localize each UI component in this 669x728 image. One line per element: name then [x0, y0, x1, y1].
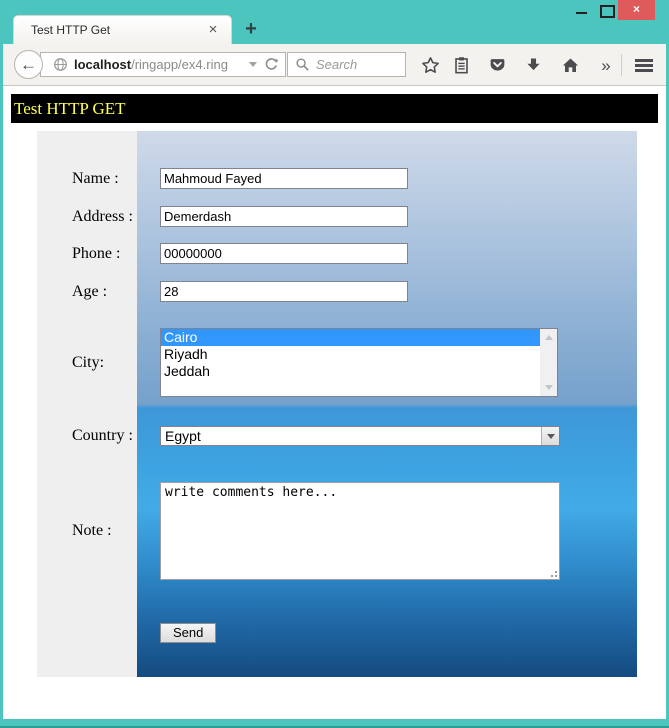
city-option[interactable]: Riyadh	[164, 346, 208, 362]
window-controls	[570, 0, 669, 21]
url-dropdown-icon[interactable]	[249, 62, 257, 67]
browser-tab[interactable]	[13, 15, 232, 44]
url-host: localhost	[74, 57, 132, 72]
form-row-note	[37, 482, 637, 623]
note-label: Note :	[37, 482, 137, 623]
city-listbox[interactable]	[160, 328, 558, 397]
overflow-chevron-icon[interactable]: »	[601, 55, 611, 75]
name-label: Name :	[37, 131, 137, 206]
window-close-button[interactable]: ×	[618, 0, 655, 20]
send-button[interactable]: Send	[160, 623, 216, 643]
listbox-scrollbar[interactable]	[540, 329, 557, 396]
country-label: Country :	[37, 426, 137, 482]
scroll-up-icon[interactable]	[540, 329, 557, 346]
age-label: Age :	[37, 281, 137, 328]
form-row-name	[37, 131, 637, 206]
download-icon[interactable]	[523, 55, 543, 75]
country-selected-value: Egypt	[165, 428, 201, 444]
address-label: Address :	[37, 206, 137, 243]
search-bar[interactable]	[287, 52, 406, 77]
back-arrow-icon: ←	[20, 55, 37, 74]
city-option-selected[interactable]: Cairo	[161, 329, 540, 346]
phone-label: Phone :	[37, 243, 137, 281]
age-field[interactable]	[160, 281, 408, 302]
bookmarks-menu-icon[interactable]	[451, 55, 471, 75]
search-icon	[295, 57, 310, 72]
form-row-country	[37, 426, 637, 482]
form-row-send	[37, 623, 637, 677]
country-select[interactable]	[160, 426, 560, 446]
web-page	[3, 86, 666, 719]
city-label: City:	[37, 328, 137, 426]
back-button[interactable]	[14, 50, 43, 79]
form-row-age	[37, 281, 637, 328]
home-icon[interactable]	[560, 55, 580, 75]
menu-hamburger-icon[interactable]	[634, 55, 654, 75]
url-path: /ringapp/ex4.ring	[131, 57, 228, 72]
send-label-cell	[37, 623, 137, 677]
scroll-down-icon[interactable]	[540, 379, 557, 396]
city-option[interactable]: Jeddah	[164, 363, 210, 379]
url-text[interactable]	[74, 57, 243, 72]
navigation-toolbar	[3, 44, 666, 86]
pocket-icon[interactable]	[487, 55, 507, 75]
form-row-phone	[37, 243, 637, 281]
tab-title: Test HTTP Get	[31, 23, 111, 37]
resize-grip-icon[interactable]	[555, 575, 557, 577]
address-field[interactable]	[160, 206, 408, 227]
toolbar-separator	[621, 54, 622, 76]
note-textarea[interactable]	[160, 482, 560, 580]
new-tab-button[interactable]: +	[245, 18, 257, 40]
chevron-down-icon	[547, 434, 555, 439]
window-minimize-button[interactable]	[570, 0, 594, 21]
bookmark-star-icon[interactable]	[420, 55, 440, 75]
tab-bar	[0, 0, 669, 44]
form-row-city	[37, 328, 637, 426]
url-bar[interactable]	[40, 52, 286, 77]
name-field[interactable]	[160, 168, 408, 189]
globe-icon	[53, 57, 68, 72]
http-get-form	[37, 131, 637, 677]
form-row-address	[37, 206, 637, 243]
reload-icon[interactable]	[263, 57, 279, 73]
select-dropdown-button[interactable]	[541, 427, 559, 445]
search-input[interactable]	[314, 56, 394, 73]
phone-field[interactable]	[160, 243, 408, 264]
window-maximize-button[interactable]	[594, 0, 618, 21]
tab-close-icon[interactable]: ×	[208, 21, 218, 38]
page-title: Test HTTP GET	[11, 94, 658, 123]
